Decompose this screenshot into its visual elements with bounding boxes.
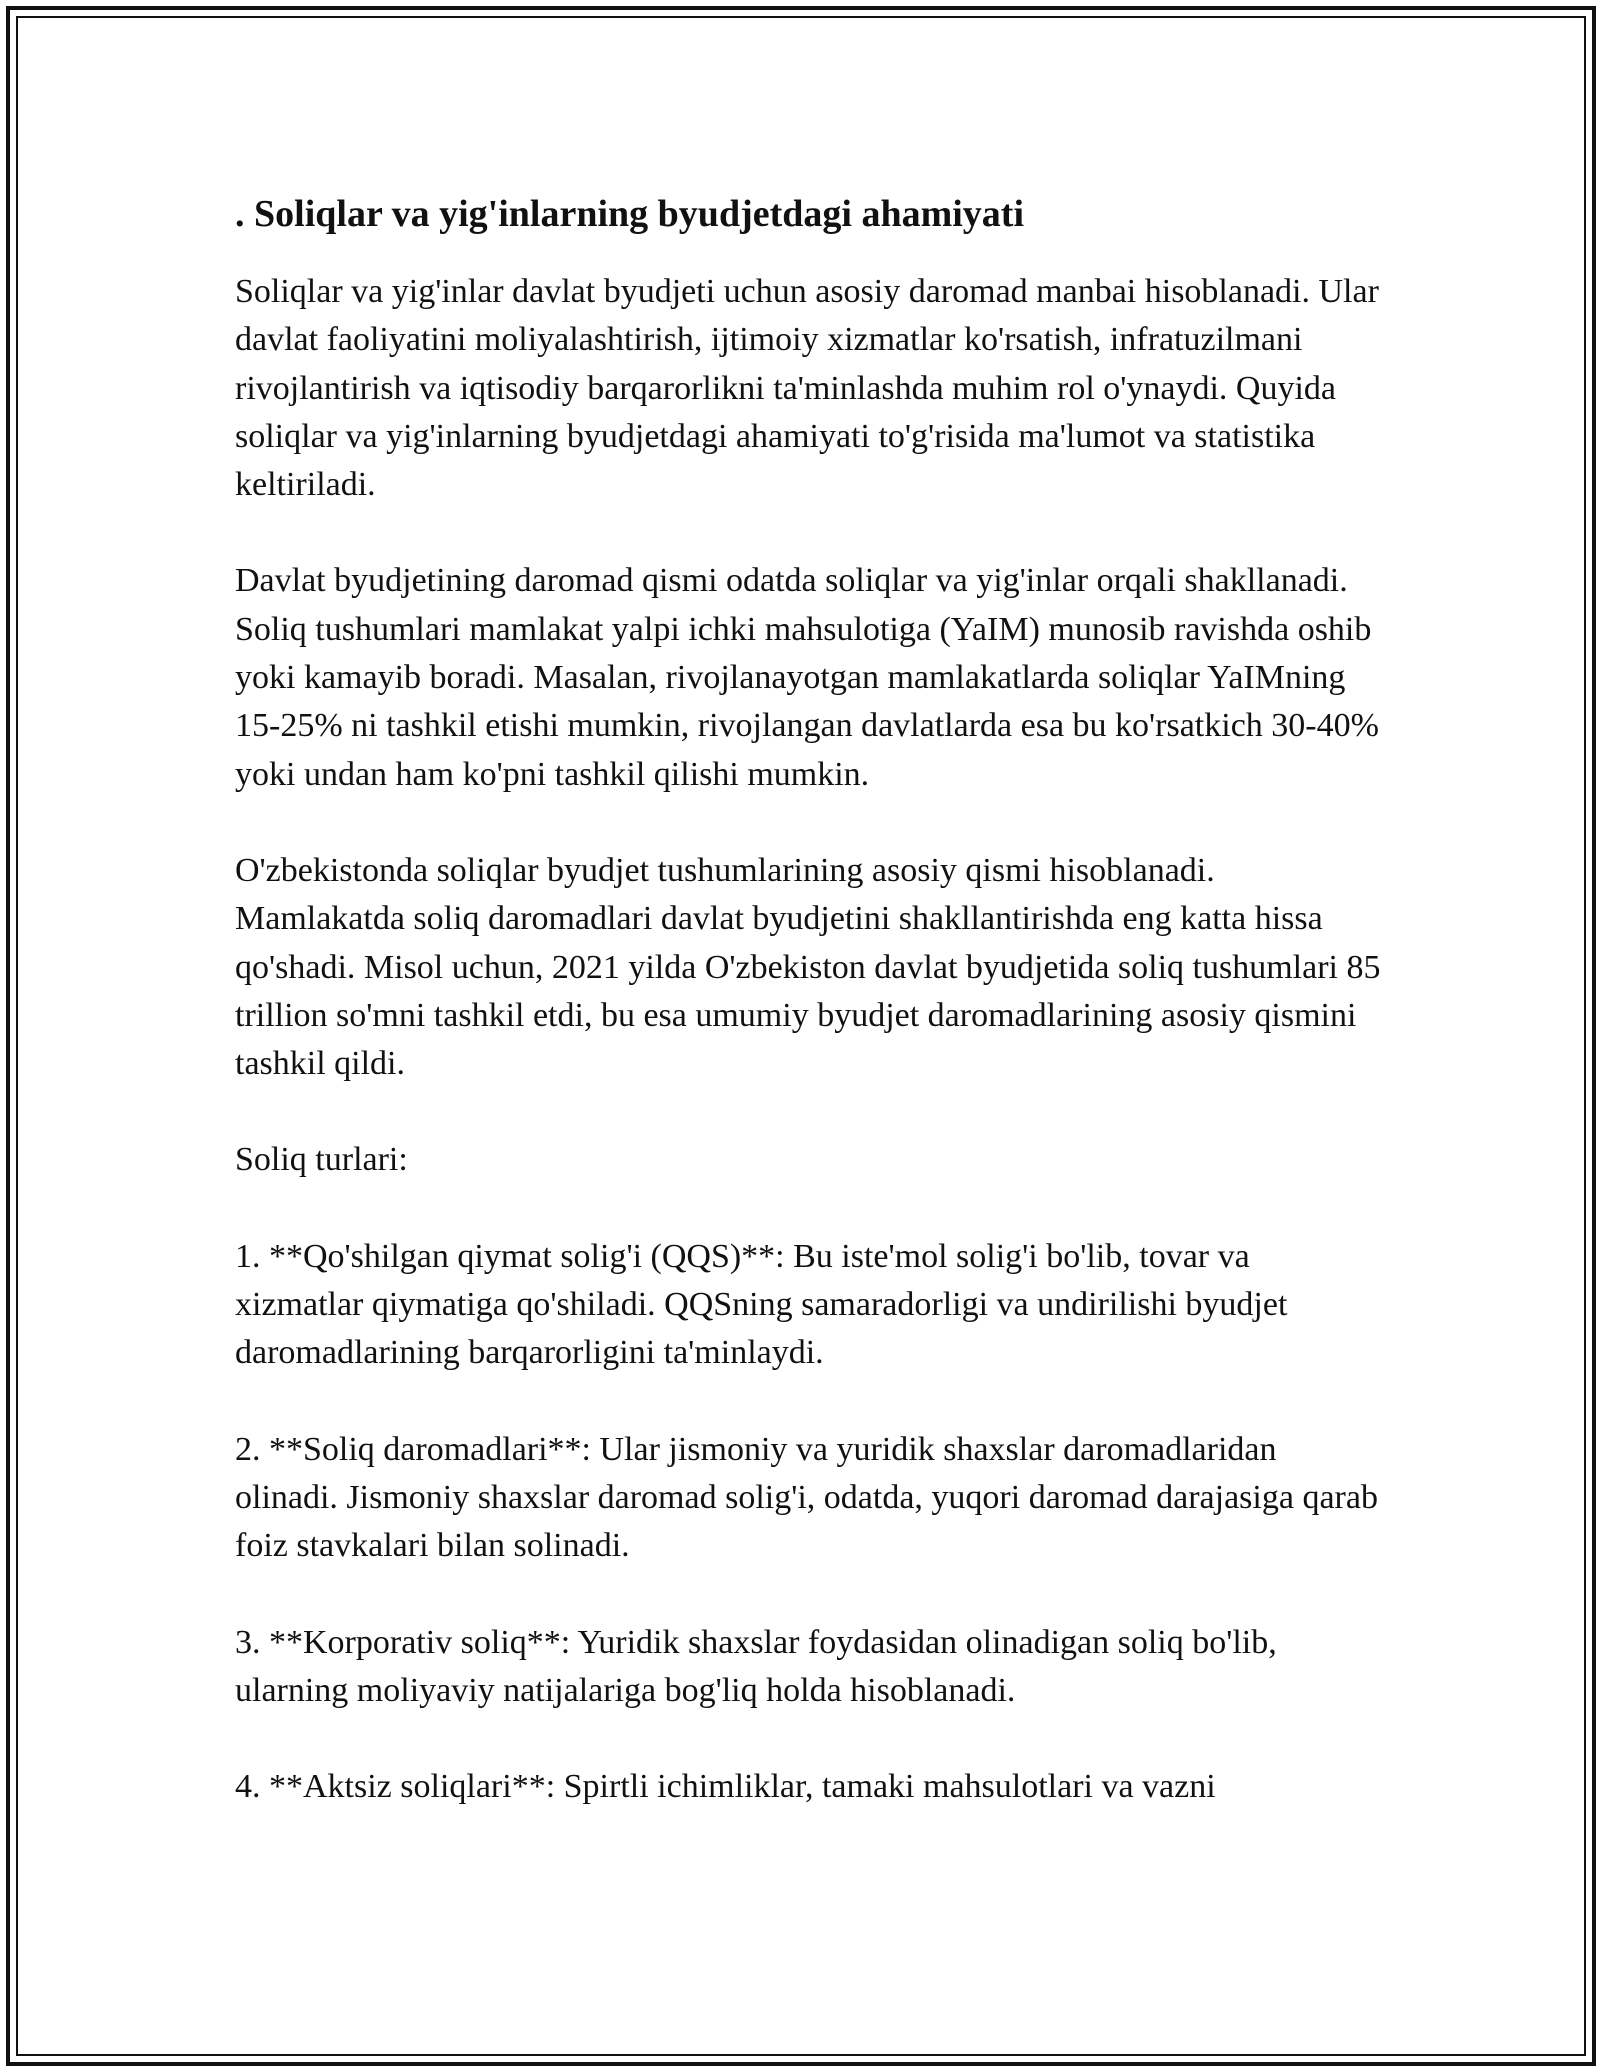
list-item-excise-tax: 4. **Aktsiz soliqlari**: Spirtli ichimliklar, tamaki mahsulotlari va vazni [235,1768,1216,1806]
paragraph-tax-types-heading: Soliq turlari: [235,1141,408,1179]
paragraph-uzbekistan: O'zbekistonda soliqlar byudjet tushumlarining asosiy qismi hisoblanadi. Mamlakatda soliq daromadlari davlat byudjetini shakllantirishda eng katta hissa qo'shadi. Misol uchun, 2021 yilda O'zbekiston davlat byudjetida soliq tushumlari 85 trillion so'mni tashkil etdi, bu esa umumiy byudjet daromadlarining asosiy qismini tashkil qildi. [235,851,1381,1083]
list-item-corporate-tax: 3. **Korporativ soliq**: Yuridik shaxslar foydasidan olinadigan soliq bo'lib, ularning moliyaviy natijalariga bog'liq holda hisoblanadi. [235,1623,1277,1709]
list-item-vat: 1. **Qo'shilgan qiymat solig'i (QQS)**: Bu iste'mol solig'i bo'lib, tovar va xizmatlar qiymatiga qo'shiladi. QQSning samaradorligi va undirilishi byudjet daromadlarining barqarorligini ta'minlaydi. [235,1237,1288,1372]
list-item-income-tax: 2. **Soliq daromadlari**: Ular jismoniy va yuridik shaxslar daromadlaridan olinadi. Jismoniy shaxslar daromad solig'i, odatda, yuqori daromad darajasiga qarab foiz stavkalari bilan solinadi. [235,1430,1378,1565]
document-body [235,188,1385,1811]
document-title: . Soliqlar va yig'inlarning byudjetdagi ahamiyati [235,193,1025,235]
paragraph-intro: Soliqlar va yig'inlar davlat byudjeti uchun asosiy daromad manbai hisoblanadi. Ular davlat faoliyatini moliyalashtirish, ijtimoiy xizmatlar ko'rsatish, infratuzilmani rivojlantirish va iqtisodiy barqarorlikni ta'minlashda muhim rol o'ynaydi. Quyida soliqlar va yig'inlarning byudjetdagi ahamiyati to'g'risida ma'lumot va statistika keltiriladi. [235,273,1379,504]
paragraph-budget-revenue: Davlat byudjetining daromad qismi odatda soliqlar va yig'inlar orqali shakllanadi. Soliq tushumlari mamlakat yalpi ichki mahsulotiga (YaIM) munosib ravishda oshib yoki kamayib boradi. Masalan, rivojlanayotgan mamlakatlarda soliqlar YaIMning 15-25% ni tashkil etishi mumkin, rivojlangan davlatlarda esa bu ko'rsatkich 30-40% yoki undan ham ko'pni tashkil qilishi mumkin. [235,562,1379,793]
